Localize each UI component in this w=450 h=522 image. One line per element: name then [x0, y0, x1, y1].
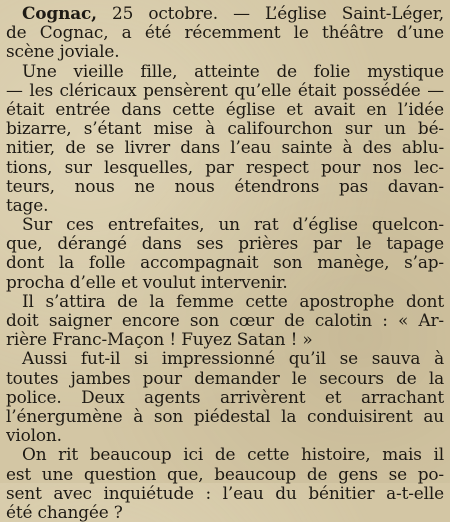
- text-line: tage.: [6, 195, 49, 215]
- text-line: est une question que, beaucoup de gens se po-: [6, 464, 444, 484]
- text-line: Il s’attira de la femme cette apostrophe dont: [22, 291, 444, 311]
- text-line: été changée ?: [6, 502, 123, 522]
- text-line: Aussi fut-il si impressionné qu’il se sauva à: [22, 349, 444, 369]
- text-line: était entrée dans cette église et avait en l’idée: [6, 99, 444, 119]
- text-line: doit saigner encore son cœur de calotin : « Ar-: [6, 311, 444, 330]
- text-line: que, dérangé dans ses prières par le tapage: [6, 234, 444, 254]
- text-line: sent avec inquiétude : l’eau du bénitier a-t-elle: [6, 483, 444, 503]
- text-line: bizarre, s’étant mise à califourchon sur un bé-: [6, 119, 444, 139]
- text-line: tions, sur lesquelles, par respect pour nos lec-: [6, 157, 444, 177]
- text-line: toutes jambes pour demander le secours de la: [6, 368, 444, 388]
- text-line: procha d’elle et voulut intervenir.: [6, 272, 288, 292]
- text-line: nitier, de se livrer dans l’eau sainte à des ablu-: [6, 138, 444, 158]
- text-line: Sur ces entrefaites, un rat d’église quelcon-: [22, 215, 444, 235]
- dateline-place: Cognac,: [22, 4, 97, 23]
- text-line: scène joviale.: [6, 42, 120, 62]
- article-paragraph-4: [6, 292, 444, 350]
- text-line: police. Deux agents arrivèrent et arrachant: [6, 387, 444, 407]
- text-line: Une vieille fille, atteinte de folie mystique: [22, 61, 444, 81]
- article-paragraph-5: [6, 349, 444, 445]
- text-line: l’énergumène à son piédestal la conduisirent au: [6, 406, 444, 426]
- text-line: teurs, nous ne nous étendrons pas davan-: [6, 176, 444, 196]
- article-paragraph-2: [6, 62, 444, 216]
- text-line: — les cléricaux pensèrent qu’elle était possédée —: [6, 80, 444, 100]
- article-paragraph-1: [6, 4, 444, 62]
- line-text: 25 octobre. — L’église Saint-Léger,: [112, 4, 444, 23]
- text-line: On rit beaucoup ici de cette histoire, mais il: [22, 445, 444, 465]
- text-line: [6, 4, 444, 23]
- text-line: dont la folle accompagnait son manège, s’ap-: [6, 253, 444, 273]
- article-paragraph-6: [6, 445, 444, 522]
- text-line: rière Franc-Maçon ! Fuyez Satan ! »: [6, 330, 313, 350]
- text-line: violon.: [6, 426, 62, 446]
- article-paragraph-3: [6, 215, 444, 292]
- text-line: de Cognac, a été récemment le théâtre d’une: [6, 23, 444, 43]
